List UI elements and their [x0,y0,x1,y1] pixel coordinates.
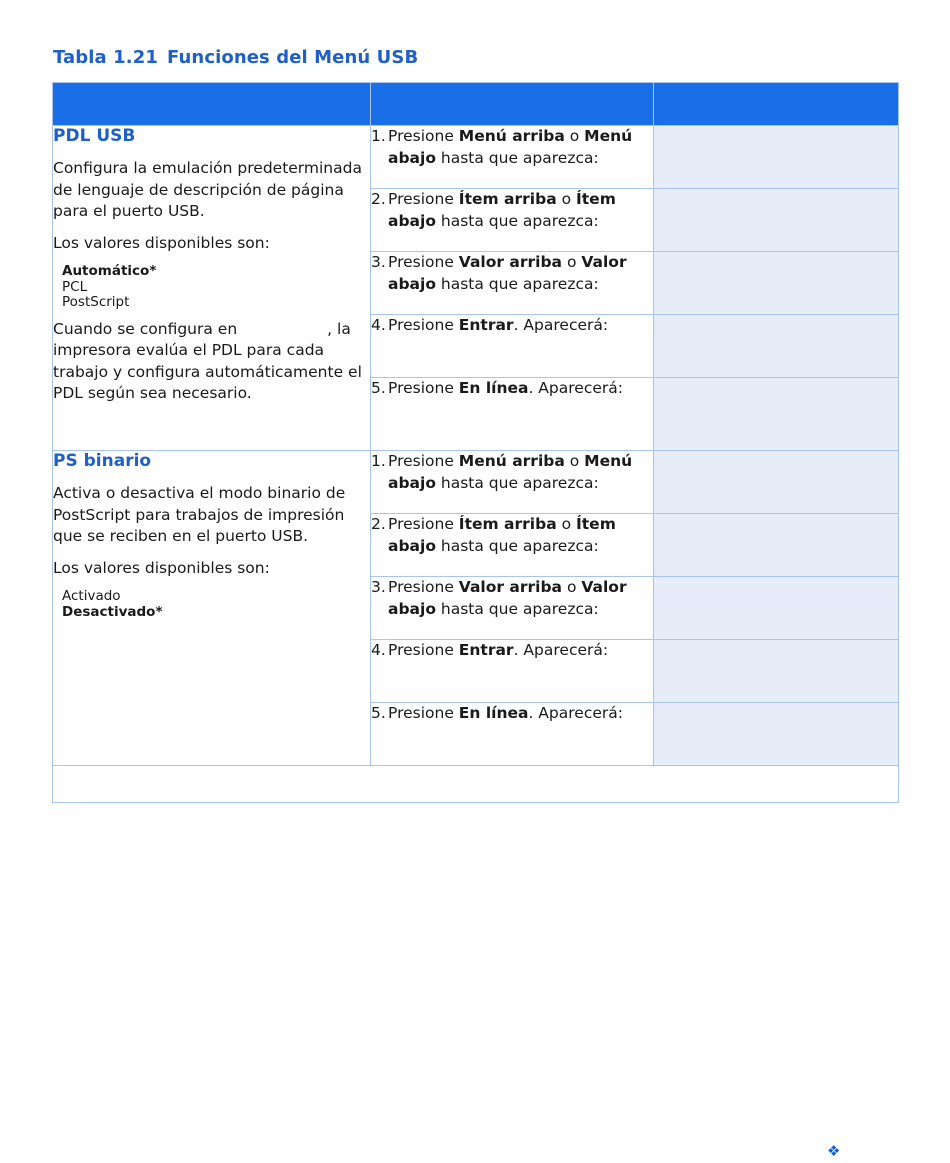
values-list [62,264,370,311]
key-name: En línea [458,379,529,397]
header-cell-function [53,83,371,126]
display-cell [654,315,899,378]
display-cell [654,577,899,640]
display-cell [654,703,899,766]
display-cell [654,126,899,189]
header-cell-steps [371,83,654,126]
key-name: Valor abajo [388,578,627,618]
display-cell [654,514,899,577]
key-name: Valor arriba [458,253,563,271]
step-number: 2. [371,515,386,533]
table-footer-row [53,766,899,803]
key-name: En línea [458,704,529,722]
step-text: Presione Entrar. Aparecerá: [388,641,609,659]
step-text: Presione En línea. Aparecerá: [388,704,623,722]
step-number: 3. [371,253,386,271]
setting-name: PDL USB [53,126,136,146]
step-cell [371,703,654,766]
setting-description-cell [53,126,371,451]
step-text: Presione Menú arriba o Menú abajo hasta que aparezca: [388,127,633,167]
header-cell-display [654,83,899,126]
values-list [62,589,370,620]
table-row [53,126,899,189]
key-name: Valor abajo [388,253,627,293]
step-cell [371,252,654,315]
note-text: , la impresora evalúa el PDL para cada trabajo y configura automáticamente el PDL según sea necesario. [53,319,362,402]
value-item: Activado [62,588,121,604]
table-footer-cell [53,766,899,803]
step-number: 5. [371,379,386,397]
usb-menu-table [52,82,899,803]
key-name: Ítem abajo [388,515,616,555]
setting-description: Activa o desactiva el modo binario de PostScript para trabajos de impresión que se reciben en el puerto USB. [53,484,346,545]
step-number: 1. [371,452,386,470]
table-number: Tabla 1.21 [53,47,158,68]
step-cell [371,315,654,378]
step-text: Presione Ítem arriba o Ítem abajo hasta que aparezca: [388,190,616,230]
step-text: Presione Valor arriba o Valor abajo hasta que aparezca: [388,578,627,618]
step-number: 5. [371,704,386,722]
setting-description-cell [53,451,371,766]
step-cell [371,577,654,640]
table-caption [53,47,418,68]
step-text: Presione En línea. Aparecerá: [388,379,623,397]
value-item: Automático* [62,263,157,279]
step-number: 4. [371,641,386,659]
step-text: Presione Valor arriba o Valor abajo hasta que aparezca: [388,253,627,293]
key-name: Ítem abajo [388,190,616,230]
key-name: Menú abajo [388,452,633,492]
step-number: 2. [371,190,386,208]
key-name: Entrar [458,641,514,659]
setting-description: Configura la emulación predeterminada de lenguaje de descripción de página para el puerto USB. [53,159,362,220]
value-item: Desactivado* [62,603,163,620]
step-cell [371,640,654,703]
step-number: 3. [371,578,386,596]
key-name: Menú arriba [458,127,565,145]
step-cell [371,126,654,189]
key-name: Menú abajo [388,127,633,167]
note-text: Cuando se configura en [53,319,238,338]
table-title: Funciones del Menú USB [166,47,419,68]
step-cell [371,451,654,514]
key-name: Entrar [458,316,514,334]
key-name: Menú arriba [458,452,565,470]
display-cell [654,451,899,514]
value-item: PostScript [62,294,130,310]
table-row [53,451,899,514]
step-text: Presione Menú arriba o Menú abajo hasta que aparezca: [388,452,633,492]
display-cell [654,252,899,315]
values-intro: Los valores disponibles son: [53,558,270,577]
diamond-bullet-icon: ❖ [827,1142,841,1160]
key-name: Ítem arriba [458,515,557,533]
step-cell [371,189,654,252]
setting-note [53,319,370,405]
display-cell [654,189,899,252]
step-text: Presione Ítem arriba o Ítem abajo hasta que aparezca: [388,515,616,555]
table-header-row [53,83,899,126]
display-cell [654,378,899,451]
step-cell [371,378,654,451]
display-cell [654,640,899,703]
step-text: Presione Entrar. Aparecerá: [388,316,609,334]
values-intro: Los valores disponibles son: [53,233,270,252]
key-name: Ítem arriba [458,190,557,208]
setting-name: PS binario [53,451,152,471]
step-cell [371,514,654,577]
value-item: PCL [62,278,88,295]
step-number: 1. [371,127,386,145]
key-name: Valor arriba [458,578,563,596]
step-number: 4. [371,316,386,334]
